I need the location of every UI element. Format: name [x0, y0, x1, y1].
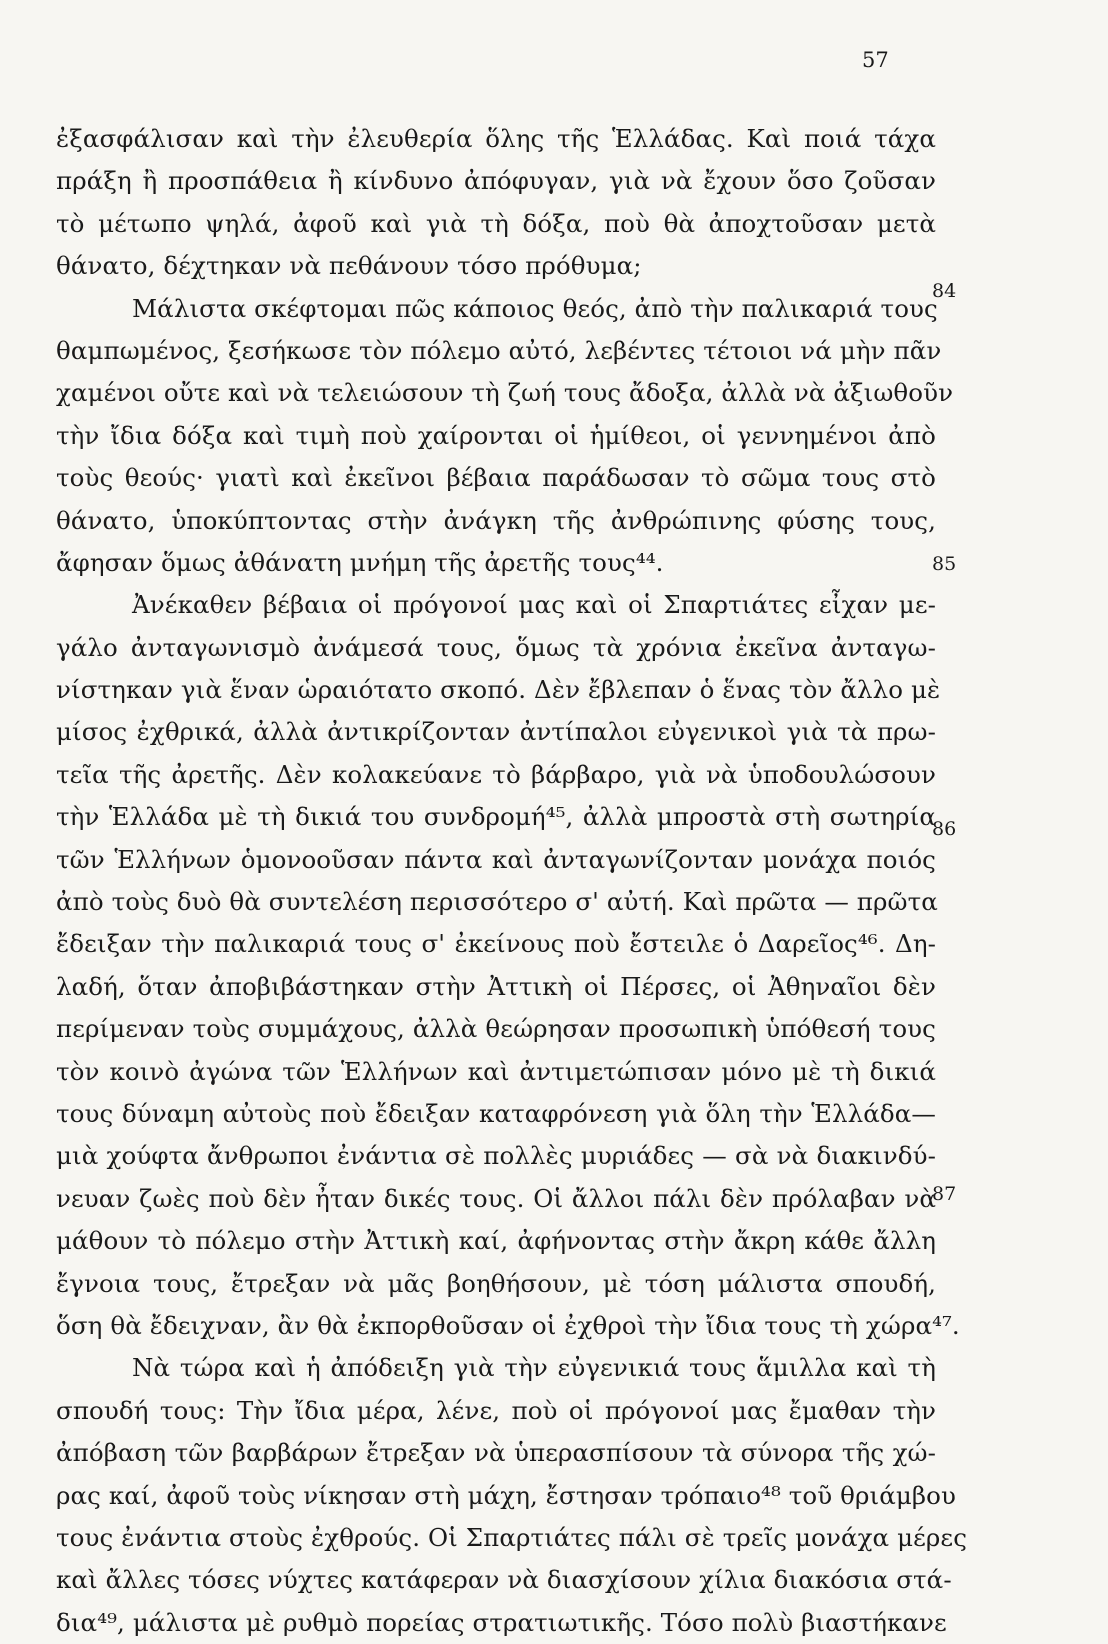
- page-number: 57: [862, 48, 889, 72]
- text-line: τεῖα τῆς ἀρετῆς. Δὲν κολακεύανε τὸ βάρβαρο, γιὰ νὰ ὑποδουλώσουν: [56, 759, 936, 789]
- text-line: νίστηκαν γιὰ ἕναν ὡραιότατο σκοπό. Δὲν ἔβλεπαν ὁ ἕνας τὸν ἄλλο μὲ: [56, 675, 941, 705]
- text-line: ἀπὸ τοὺς δυὸ θὰ συντελέση περισσότερο σ' αὐτή. Καὶ πρῶτα — πρῶτα: [56, 887, 938, 917]
- text-line: γάλο ἀνταγωνισμὸ ἀνάμεσά τους, ὅμως τὰ χρόνια ἐκεῖνα ἀνταγω-: [56, 632, 936, 662]
- margin-section-number: 86: [932, 818, 957, 840]
- text-line: ἔγνοια τους, ἔτρεξαν νὰ μᾶς βοηθήσουν, μὲ τόση μάλιστα σπουδή,: [56, 1268, 936, 1298]
- text-line: θαμπωμένος, ξεσήκωσε τὸν πόλεμο αὐτό, λεβέντες τέτοιοι νά μὴν πᾶν: [56, 335, 942, 365]
- text-line: τὴν Ἑλλάδα μὲ τὴ δικιά του συνδρομή⁴⁵, ἀλλὰ μπροστὰ στὴ σωτηρία: [56, 802, 936, 832]
- text-line: Ἀνέκαθεν βέβαια οἱ πρόγονοί μας καὶ οἱ Σπαρτιάτες εἶχαν με-: [132, 590, 936, 620]
- text-line: μάθουν τὸ πόλεμο στὴν Ἀττικὴ καί, ἀφήνοντας στὴν ἄκρη κάθε ἄλλη: [56, 1226, 936, 1256]
- text-line: τῶν Ἑλλήνων ὁμονοοῦσαν πάντα καὶ ἀνταγωνίζονταν μονάχα ποιός: [56, 844, 936, 874]
- margin-section-number: 85: [932, 553, 957, 575]
- text-line: καὶ ἄλλες τόσες νύχτες κατάφεραν νὰ διασχίσουν χίλια διακόσια στά-: [56, 1565, 952, 1595]
- text-line: ἀπόβαση τῶν βαρβάρων ἔτρεξαν νὰ ὑπερασπίσουν τὰ σύνορα τῆς χώ-: [56, 1438, 936, 1468]
- text-line: θάνατο, ὑποκύπτοντας στὴν ἀνάγκη τῆς ἀνθρώπινης φύσης τους,: [56, 505, 936, 535]
- text-line: λαδή, ὅταν ἀποβιβάστηκαν στὴν Ἀττικὴ οἱ Πέρσες, οἱ Ἀθηναῖοι δὲν: [56, 971, 936, 1001]
- text-line: τὴν ἴδια δόξα καὶ τιμὴ ποὺ χαίρονται οἱ ἡμίθεοι, οἱ γεννημένοι ἀπὸ: [56, 420, 936, 450]
- text-line: ὅση θὰ ἔδειχναν, ἂν θὰ ἐκπορθοῦσαν οἱ ἐχθροὶ τὴν ἴδια τους τὴ χώρα⁴⁷.: [56, 1310, 960, 1340]
- text-line: ρας καί, ἀφοῦ τοὺς νίκησαν στὴ μάχη, ἔστησαν τρόπαιο⁴⁸ τοῦ θριάμβου: [56, 1480, 957, 1510]
- text-line: Μάλιστα σκέφτομαι πῶς κάποιος θεός, ἀπὸ τὴν παλικαριά τους: [132, 293, 938, 323]
- text-line: τους ἐνάντια στοὺς ἐχθρούς. Οἱ Σπαρτιάτες πάλι σὲ τρεῖς μονάχα μέρες: [56, 1522, 968, 1552]
- text-line: μιὰ χούφτα ἄνθρωποι ἐνάντια σὲ πολλὲς μυριάδες — σὰ νὰ διακινδύ-: [56, 1141, 936, 1171]
- text-line: σπουδή τους: Τὴν ἴδια μέρα, λένε, ποὺ οἱ πρόγονοί μας ἔμαθαν τὴν: [56, 1395, 936, 1425]
- text-line: μίσος ἐχθρικά, ἀλλὰ ἀντικρίζονταν ἀντίπαλοι εὐγενικοὶ γιὰ τὰ πρω-: [56, 717, 936, 747]
- text-line: τὸν κοινὸ ἀγώνα τῶν Ἑλλήνων καὶ ἀντιμετώπισαν μόνο μὲ τὴ δικιά: [56, 1056, 936, 1086]
- text-line: περίμεναν τοὺς συμμάχους, ἀλλὰ θεώρησαν προσωπικὴ ὑπόθεσή τους: [56, 1014, 936, 1044]
- text-line: δια⁴⁹, μάλιστα μὲ ρυθμὸ πορείας στρατιωτικῆς. Τόσο πολὺ βιαστήκανε: [56, 1607, 947, 1637]
- text-line: τοὺς θεούς· γιατὶ καὶ ἐκεῖνοι βέβαια παράδωσαν τὸ σῶμα τους στὸ: [56, 463, 936, 493]
- text-line: τὸ μέτωπο ψηλά, ἀφοῦ καὶ γιὰ τὴ δόξα, ποὺ θὰ ἀποχτοῦσαν μετὰ: [56, 208, 936, 238]
- margin-section-number: 84: [932, 280, 957, 302]
- text-line: ἔδειξαν τὴν παλικαριά τους σ' ἐκείνους ποὺ ἔστειλε ὁ Δαρεῖος⁴⁶. Δη-: [56, 929, 936, 959]
- text-line: ἐξασφάλισαν καὶ τὴν ἐλευθερία ὅλης τῆς Ἑλλάδας. Καὶ ποιά τάχα: [56, 124, 936, 153]
- text-line: ἄφησαν ὅμως ἀθάνατη μνήμη τῆς ἀρετῆς τους⁴⁴.: [56, 547, 664, 577]
- text-line: πράξη ἢ προσπάθεια ἢ κίνδυνο ἀπόφυγαν, γιὰ νὰ ἔχουν ὅσο ζοῦσαν: [56, 166, 936, 196]
- text-line: Νὰ τώρα καὶ ἡ ἀπόδειξη γιὰ τὴν εὐγενικιά τους ἅμιλλα καὶ τὴ: [132, 1353, 936, 1383]
- text-line: νευαν ζωὲς ποὺ δὲν ἦταν δικές τους. Οἱ ἄλλοι πάλι δὲν πρόλαβαν νὰ: [56, 1183, 936, 1213]
- text-line: θάνατο, δέχτηκαν νὰ πεθάνουν τόσο πρόθυμα;: [56, 251, 642, 281]
- text-line: χαμένοι οὔτε καὶ νὰ τελειώσουν τὴ ζωή τους ἄδοξα, ἀλλὰ νὰ ἀξιωθοῦν: [56, 378, 954, 408]
- margin-section-number: 87: [932, 1183, 957, 1205]
- text-line: τους δύναμη αὐτοὺς ποὺ ἔδειξαν καταφρόνεση γιὰ ὅλη τὴν Ἑλλάδα—: [56, 1098, 936, 1128]
